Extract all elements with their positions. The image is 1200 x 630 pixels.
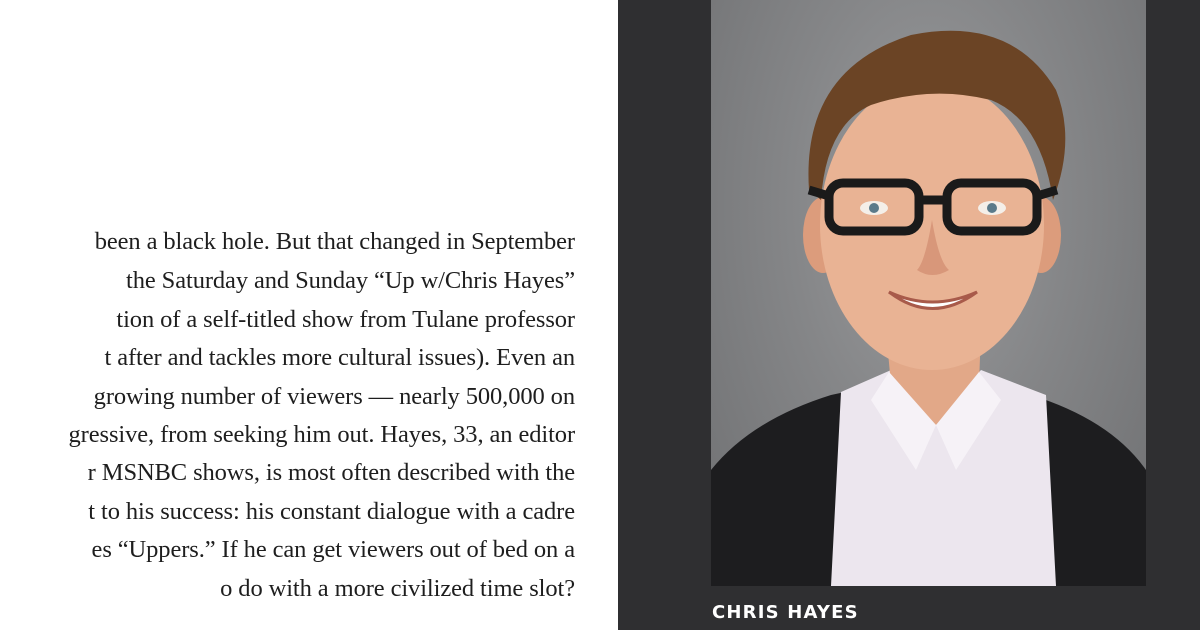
article-line: gressive, from seeking him out. Hayes, 33, an editor: [68, 421, 575, 448]
iris-left: [869, 203, 879, 213]
article-line: the Saturday and Sunday “Up w/Chris Hayes”: [126, 267, 575, 294]
article-line: t to his success: his constant dialogue with a cadre: [88, 498, 575, 525]
photo-caption: CHRIS HAYES: [712, 602, 859, 623]
portrait-photo: [711, 0, 1146, 586]
photo-panel: [618, 0, 1200, 630]
article-line: t after and tackles more cultural issues). Even an: [104, 344, 575, 371]
article-line: es “Uppers.” If he can get viewers out of bed on a: [91, 536, 575, 563]
article-line: tion of a self-titled show from Tulane professor: [116, 306, 575, 333]
portrait-illustration: [711, 0, 1146, 586]
article-line: growing number of viewers — nearly 500,000 on: [93, 383, 575, 410]
article-line: been a black hole. But that changed in September: [94, 228, 575, 255]
article-line: o do with a more civilized time slot?: [220, 575, 575, 602]
article-line: r MSNBC shows, is most often described with the: [87, 459, 575, 486]
iris-right: [987, 203, 997, 213]
